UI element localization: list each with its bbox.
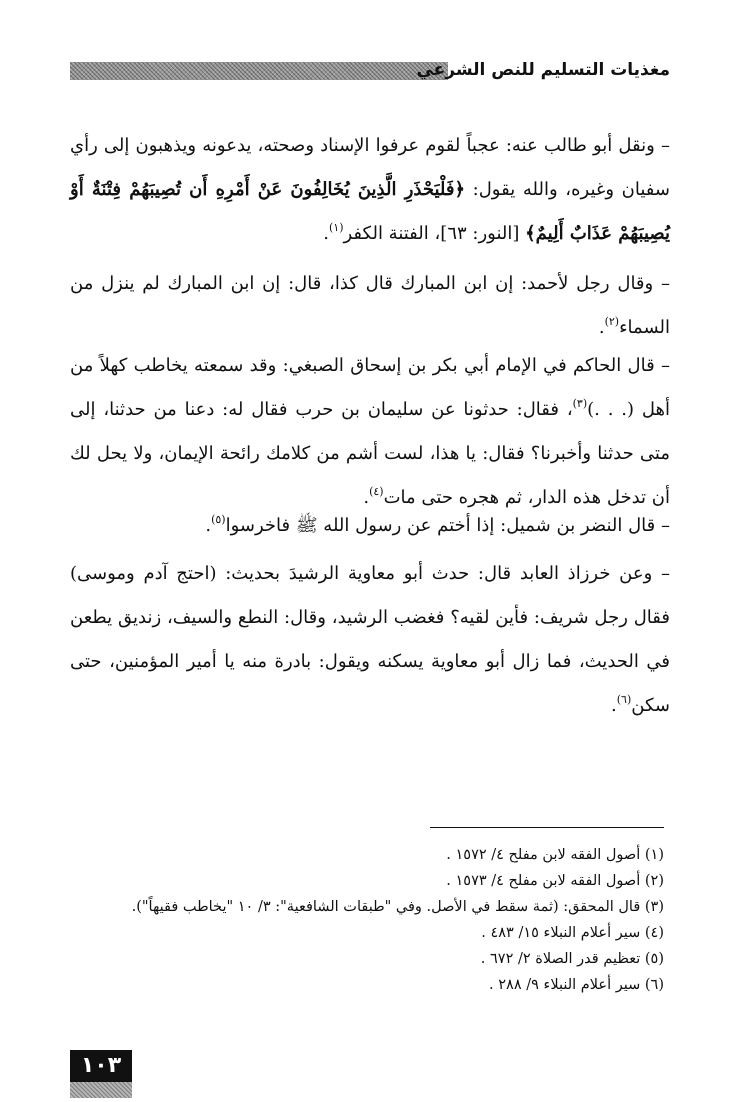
footnote-marker: (٤): [369, 485, 384, 498]
paragraph-text: – قال النضر بن شميل: إذا أختم عن رسول الله ﷺ فاخرسوا: [225, 515, 670, 536]
footnote-item: (٤) سير أعلام النبلاء ١٥/ ٤٨٣ .: [481, 925, 664, 941]
paragraph-text-continued: ، فقال: حدثونا عن سليمان بن حرب فقال له: دعنا من حدثنا، إلى متى حدثنا وأخبرنا؟ فقال: يا هذا، لست أشم من كلامك رائحة الإيمان، ولا يحل لك أن تدخل هذه الدار، ثم هجره حتى مات: [70, 399, 670, 508]
paragraph-text: – ونقل أبو طالب عنه: عجباً لقوم عرفوا الإسناد وصحته، يدعونه ويذهبون إلى رأي سفيان وغيره، والله يقول:: [70, 135, 670, 200]
paragraph-end: .: [611, 695, 617, 716]
header-title: مغذيات التسليم للنص الشرعي: [416, 60, 670, 80]
footnote-item: (٣) قال المحقق: (ثمة سقط في الأصل. وفي "طبقات الشافعية": ٣/ ١٠ "يخاطب فقيهاً").: [131, 899, 664, 915]
footnote-separator: [430, 827, 664, 828]
paragraph-ahmad: [70, 262, 670, 350]
footnote-item: (٦) سير أعلام النبلاء ٩/ ٢٨٨ .: [489, 977, 664, 993]
paragraph-nadr: [70, 504, 670, 548]
footnote-marker: (١): [328, 221, 344, 234]
page-number-decoration: [70, 1082, 132, 1098]
paragraph-kharzadh: [70, 552, 670, 728]
paragraph-end: .: [205, 515, 212, 536]
page-number: ١٠٣: [70, 1050, 132, 1082]
footnote-marker: (٥): [211, 513, 226, 526]
footnote-item: (١) أصول الفقه لابن مفلح ٤/ ١٥٧٢ .: [446, 847, 664, 863]
paragraph-hakim: [70, 344, 670, 520]
paragraph-end: .: [363, 487, 370, 508]
footnote-marker: (٣): [572, 397, 588, 410]
header-decorative-bar: [70, 62, 448, 80]
quran-verse: ﴿فَلْيَحْذَرِ الَّذِينَ يُخَالِفُونَ عَنْ أَمْرِهِ أَن تُصِيبَهُمْ فِتْنَةٌ أَوْ يُصِيبَهُمْ عَذَابٌ أَلِيمٌ﴾: [70, 179, 670, 244]
verse-reference: [النور: ٦٣]، الفتنة الكفر: [343, 223, 526, 244]
footnote-marker: (٦): [616, 693, 632, 706]
paragraph-end: .: [323, 223, 329, 244]
footnote-marker: (٢): [604, 315, 620, 328]
footnotes: [64, 842, 664, 998]
footnote-item: (٥) تعظيم قدر الصلاة ٢/ ٦٧٢ .: [480, 951, 664, 967]
paragraph-text: – قال الحاكم في الإمام أبي بكر بن إسحاق الصبغي: وقد سمعته يخاطب كهلاً من أهل (. . .): [70, 355, 670, 420]
paragraph-end: .: [598, 317, 605, 338]
paragraph-text: – وعن خرزاذ العابد قال: حدث أبو معاوية الرشيدَ بحديث: (احتج آدم وموسى) فقال رجل شريف: فأين لقيه؟ فغضب الرشيد، وقال: النطع والسيف، زنديق يطعن في الحديث، فما زال أبو معاوية يسكنه ويقول: بادرة منه يا أمير المؤمنين، حتى سكن: [70, 563, 670, 716]
paragraph-text: – وقال رجل لأحمد: إن ابن المبارك قال كذا، قال: إن ابن المبارك لم ينزل من السماء: [70, 273, 670, 338]
paragraph-abu-talib: [70, 124, 670, 256]
running-header: [70, 56, 670, 84]
footnote-item: (٢) أصول الفقه لابن مفلح ٤/ ١٥٧٣ .: [446, 873, 664, 889]
